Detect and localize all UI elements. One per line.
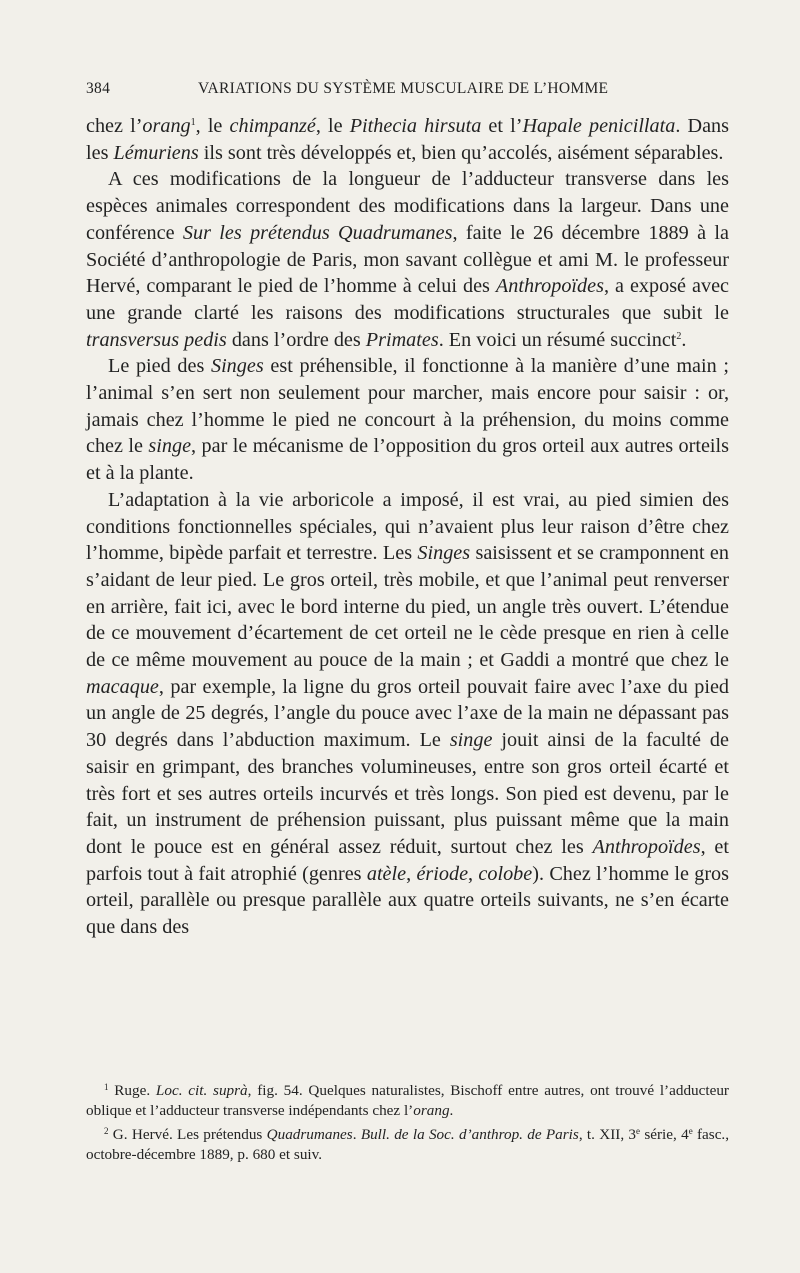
text-run: jouit ainsi de la faculté de saisir en grimpant, des branches volumineuses, entre son gros orteil écarté et très fort et ses autres orteils incurvés et très longs. Son pied est devenu, par le fait, un instrument de préhension puissant, plus puissant même que la main dont le pouce est en général assez réduit, surtout chez les — [86, 729, 729, 858]
italic-text: Quadrumanes — [266, 1126, 353, 1143]
text-run: . En voici un résumé succinct — [438, 328, 677, 351]
text-run: . — [352, 1126, 361, 1143]
italic-text: singe — [148, 435, 192, 458]
text-run: , t. XII, 3 — [578, 1126, 637, 1143]
italic-text: Loc. cit. suprà — [155, 1082, 248, 1099]
text-run: , et parfois tout à fait atrophié (genres — [86, 835, 729, 885]
footnote — [86, 1081, 729, 1121]
text-run: G. Hervé. Les prétendus — [108, 1126, 267, 1143]
main-text — [86, 113, 729, 941]
text-run: , le — [315, 115, 350, 137]
text-run: , — [406, 862, 417, 885]
text-run: L’adaptation à la vie arboricole a imposé, il est vrai, au pied simien des conditions fonctionnelles spéciales, qui n’avaient plus leur raison d’être chez l’homme, bipède parfait et terrestre. Les — [86, 488, 729, 565]
italic-text: Sur les prétendus Quadrumanes — [182, 221, 453, 244]
italic-text: Pithecia hirsuta — [349, 115, 482, 137]
italic-text: macaque — [86, 675, 159, 698]
italic-text: transversus pedis — [86, 328, 227, 351]
italic-text: colobe — [478, 862, 533, 885]
note-reference: 1 — [190, 117, 196, 128]
text-run: Ruge. — [108, 1082, 156, 1099]
paragraph — [86, 113, 729, 166]
italic-text: orang — [142, 115, 191, 137]
page-number: 384 — [86, 80, 111, 97]
paragraph — [86, 353, 729, 487]
text-run: . — [681, 328, 687, 351]
text-run: , faite le 26 décembre 1889 à la Société d’anthropologie de Paris, mon savant collègue et ami M. le professeur Hervé, comparant le pied de l’homme à celui des — [86, 221, 729, 298]
text-run: , fig. 54. Quelques naturalistes, Bischoff entre autres, ont trouvé l’adducteur oblique et l’adducteur transverse indépendants chez l’ — [86, 1082, 729, 1119]
italic-text: Lémuriens — [113, 141, 199, 164]
paragraph — [86, 166, 729, 353]
text-run: . — [449, 1102, 454, 1119]
italic-text: Primates — [365, 328, 439, 351]
italic-text: Bull. de la Soc. d’anthrop. de Paris — [360, 1126, 579, 1143]
italic-text: chimpanzé — [229, 115, 316, 137]
text-run: est préhensible, il fonctionne à la manière d’une main ; l’animal s’en sert non seulement pour marcher, mais encore pour saisir : or, jamais chez l’homme le pied ne concourt à la préhension, du moins comme chez le — [86, 355, 729, 458]
italic-text: orang — [413, 1102, 450, 1119]
italic-text: Singes — [417, 542, 471, 565]
running-title: VARIATIONS DU SYSTÈME MUSCULAIRE DE L’HOMME — [198, 80, 609, 97]
text-run: , le — [195, 115, 230, 137]
text-run: chez l’ — [86, 115, 143, 137]
text-run: ). Chez l’homme le gros orteil, parallèle ou presque parallèle aux quatre orteils suivants, ne s’en écarte que dans des — [86, 862, 729, 939]
italic-text: singe — [449, 729, 493, 752]
note-reference: 1 — [104, 1082, 109, 1092]
note-reference: 2 — [104, 1126, 109, 1136]
footnotes — [86, 1081, 729, 1169]
italic-text: Anthropoïdes — [495, 275, 604, 298]
text-run: saisissent et se cramponnent en s’aidant de leur pied. Le gros orteil, très mobile, et que l’animal peut renverser en arrière, fait ici, avec le bord interne du pied, un angle très ouvert. L’étendue de ce mouvement d’écartement de cet orteil ne le cède presque en rien à celle de ce même mouvement au pouce de la main ; et Gaddi a montré que chez le — [86, 542, 729, 672]
note-reference: 2 — [676, 330, 682, 342]
footnote — [86, 1125, 729, 1165]
note-reference: e — [688, 1126, 693, 1136]
italic-text: atèle — [366, 862, 407, 885]
text-run: A ces modifications de la longueur de l’adducteur transverse dans les espèces animales correspondent des modifications dans la largeur. Dans une conférence — [86, 168, 729, 244]
page-header — [86, 80, 730, 104]
note-reference: e — [636, 1126, 641, 1136]
text-run: fasc., octobre-décembre 1889, p. 680 et suiv. — [86, 1126, 730, 1163]
text-run: , — [468, 862, 479, 885]
italic-text: ériode — [416, 862, 469, 885]
italic-text: Singes — [210, 355, 264, 378]
text-run: , par exemple, la ligne du gros orteil pouvait faire avec l’axe du pied un angle de 25 degrés, l’angle du pouce avec l’axe de la main ne dépassant pas 30 degrés dans l’abduction maximum. Le — [86, 675, 729, 752]
italic-text: Hapale penicillata — [522, 115, 676, 137]
text-run: , a exposé avec une grande clarté les raisons des modifications structurales que subit le — [86, 275, 729, 324]
text-run: . Dans les — [86, 115, 729, 164]
paragraph — [86, 487, 729, 941]
text-run: , par le mécanisme de l’opposition du gros orteil aux autres orteils et à la plante. — [86, 435, 729, 485]
italic-text: Anthropoïdes — [592, 835, 701, 858]
text-run: série, 4 — [640, 1126, 689, 1143]
text-run: dans l’ordre des — [226, 328, 366, 351]
text-run: ils sont très développés et, bien qu’accolés, aisément séparables. — [198, 141, 724, 164]
text-run: Le pied des — [108, 355, 211, 378]
text-run: et l’ — [481, 115, 523, 137]
